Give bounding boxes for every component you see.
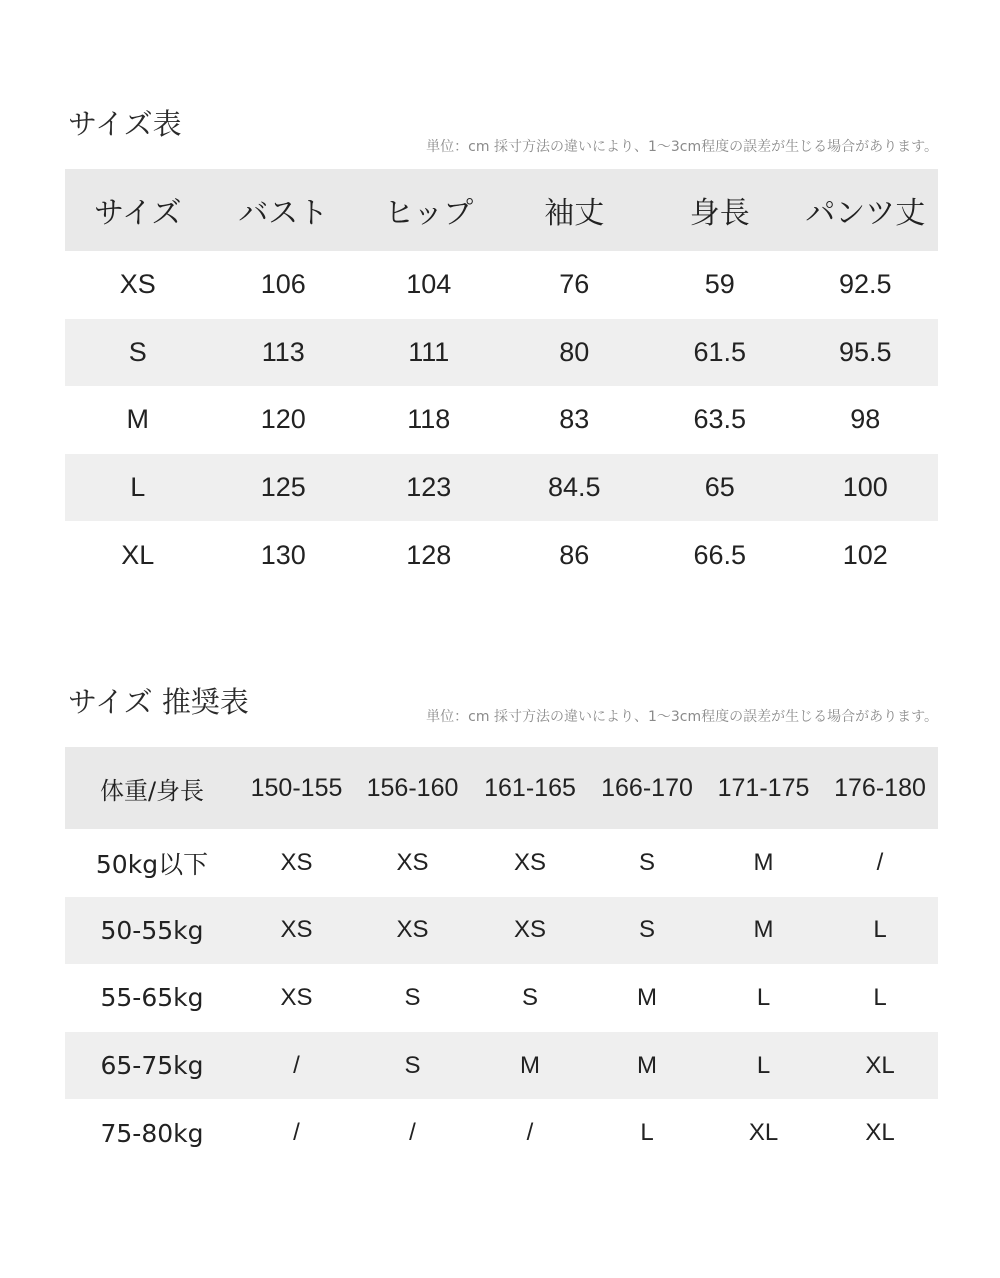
recommend-chart-title: サイズ 推奨表 (68, 685, 249, 719)
table-cell: 106 (260, 269, 306, 300)
table-cell: XS (513, 848, 546, 876)
table-cell: L (640, 1119, 654, 1147)
table-cell: S (638, 848, 655, 876)
table-row (65, 829, 938, 897)
table-cell: 83 (559, 404, 590, 435)
weight-label-cell: 75-80kg (100, 1118, 204, 1148)
table-row (65, 1032, 938, 1100)
table-cell: S (638, 916, 655, 944)
table-cell: 130 (260, 539, 306, 570)
size-chart-header-row (65, 169, 938, 251)
size-chart-header-cell: サイズ (93, 196, 182, 231)
recommend-chart-header-cell: 176-180 (834, 773, 926, 802)
table-cell: M (637, 1051, 657, 1079)
recommend-chart-header-row (65, 747, 938, 829)
table-cell: L (756, 983, 771, 1011)
table-cell: 98 (850, 404, 881, 435)
table-row (65, 251, 938, 319)
recommend-chart-note: 単位：cm 採寸方法の違いにより、1〜3cm程度の誤差が生じる場合があります。 (426, 709, 938, 725)
table-cell: XL (865, 1119, 895, 1147)
size-label-cell: XS (119, 269, 156, 300)
table-cell: 120 (260, 404, 306, 435)
recommend-chart-header-cell: 166-170 (601, 773, 693, 802)
table-cell: XS (280, 916, 313, 944)
table-cell: L (873, 983, 887, 1011)
recommend-chart-header-cell: 171-175 (717, 773, 810, 802)
table-cell: 63.5 (693, 404, 747, 435)
table-cell: 80 (559, 336, 590, 367)
table-cell: XS (280, 848, 313, 876)
size-chart-header-cell: バスト (238, 196, 329, 231)
table-row (65, 454, 938, 522)
table-cell: XS (396, 848, 429, 876)
table-row (65, 964, 938, 1032)
table-cell: M (753, 848, 774, 876)
table-cell: 86 (559, 539, 590, 570)
size-chart-header-cell: 袖丈 (544, 196, 605, 231)
table-cell: / (526, 1119, 534, 1147)
table-cell: 118 (407, 404, 451, 435)
table-cell: 66.5 (693, 539, 747, 570)
table-row (65, 386, 938, 454)
table-cell: 59 (704, 269, 735, 300)
table-cell: 123 (406, 472, 452, 503)
table-cell: L (873, 916, 887, 944)
size-label-cell: M (126, 404, 149, 435)
table-cell: L (756, 1051, 771, 1079)
size-chart-table (65, 169, 938, 589)
table-cell: 95.5 (838, 336, 892, 367)
table-cell: M (753, 916, 774, 944)
table-cell: / (876, 848, 884, 876)
size-label-cell: S (128, 336, 147, 367)
table-cell: XL (748, 1119, 779, 1147)
recommend-chart-header-cell: 体重/身長 (99, 776, 205, 805)
table-cell: / (409, 1119, 416, 1147)
size-chart-header-cell: パンツ丈 (805, 196, 926, 231)
table-cell: 128 (406, 539, 452, 570)
table-cell: 92.5 (838, 269, 892, 300)
table-cell: 104 (406, 269, 452, 300)
table-cell: 102 (842, 539, 888, 570)
recommend-chart-header-cell: 161-165 (484, 773, 576, 802)
weight-label-cell: 65-75kg (100, 1051, 204, 1081)
table-cell: 111 (408, 336, 450, 367)
weight-label-cell: 50kg以下 (95, 849, 209, 879)
table-cell: M (637, 983, 657, 1011)
table-cell: XL (865, 1051, 895, 1079)
size-chart-header-cell: ヒップ (384, 196, 474, 231)
weight-label-cell: 55-65kg (100, 983, 204, 1013)
recommend-chart-header-cell: 156-160 (366, 773, 459, 802)
size-label-cell: XL (121, 539, 155, 570)
weight-label-cell: 50-55kg (100, 915, 204, 945)
size-chart-title: サイズ表 (68, 107, 182, 141)
table-cell: 76 (559, 269, 590, 300)
table-cell: 61.5 (693, 336, 747, 367)
table-row (65, 897, 938, 965)
table-cell: XS (280, 983, 313, 1011)
table-cell: M (520, 1051, 540, 1079)
table-row (65, 319, 938, 387)
table-cell: / (293, 1051, 300, 1079)
table-cell: 84.5 (547, 472, 601, 503)
table-cell: / (293, 1119, 300, 1147)
table-row (65, 521, 938, 589)
table-cell: S (404, 983, 421, 1011)
table-cell: XS (396, 916, 429, 944)
size-chart-note: 単位：cm 採寸方法の違いにより、1〜3cm程度の誤差が生じる場合があります。 (426, 139, 938, 155)
size-chart-header-cell: 身長 (689, 196, 750, 231)
table-cell: XS (513, 916, 546, 944)
table-cell: 65 (704, 472, 735, 503)
table-row (65, 1099, 938, 1167)
recommend-chart-table (65, 747, 938, 1167)
size-label-cell: L (130, 472, 146, 503)
table-cell: S (521, 983, 538, 1011)
table-cell: 125 (260, 472, 306, 503)
recommend-chart-header-cell: 150-155 (250, 773, 343, 802)
table-cell: S (404, 1051, 421, 1079)
table-cell: 113 (261, 336, 305, 367)
table-cell: 100 (842, 472, 888, 503)
